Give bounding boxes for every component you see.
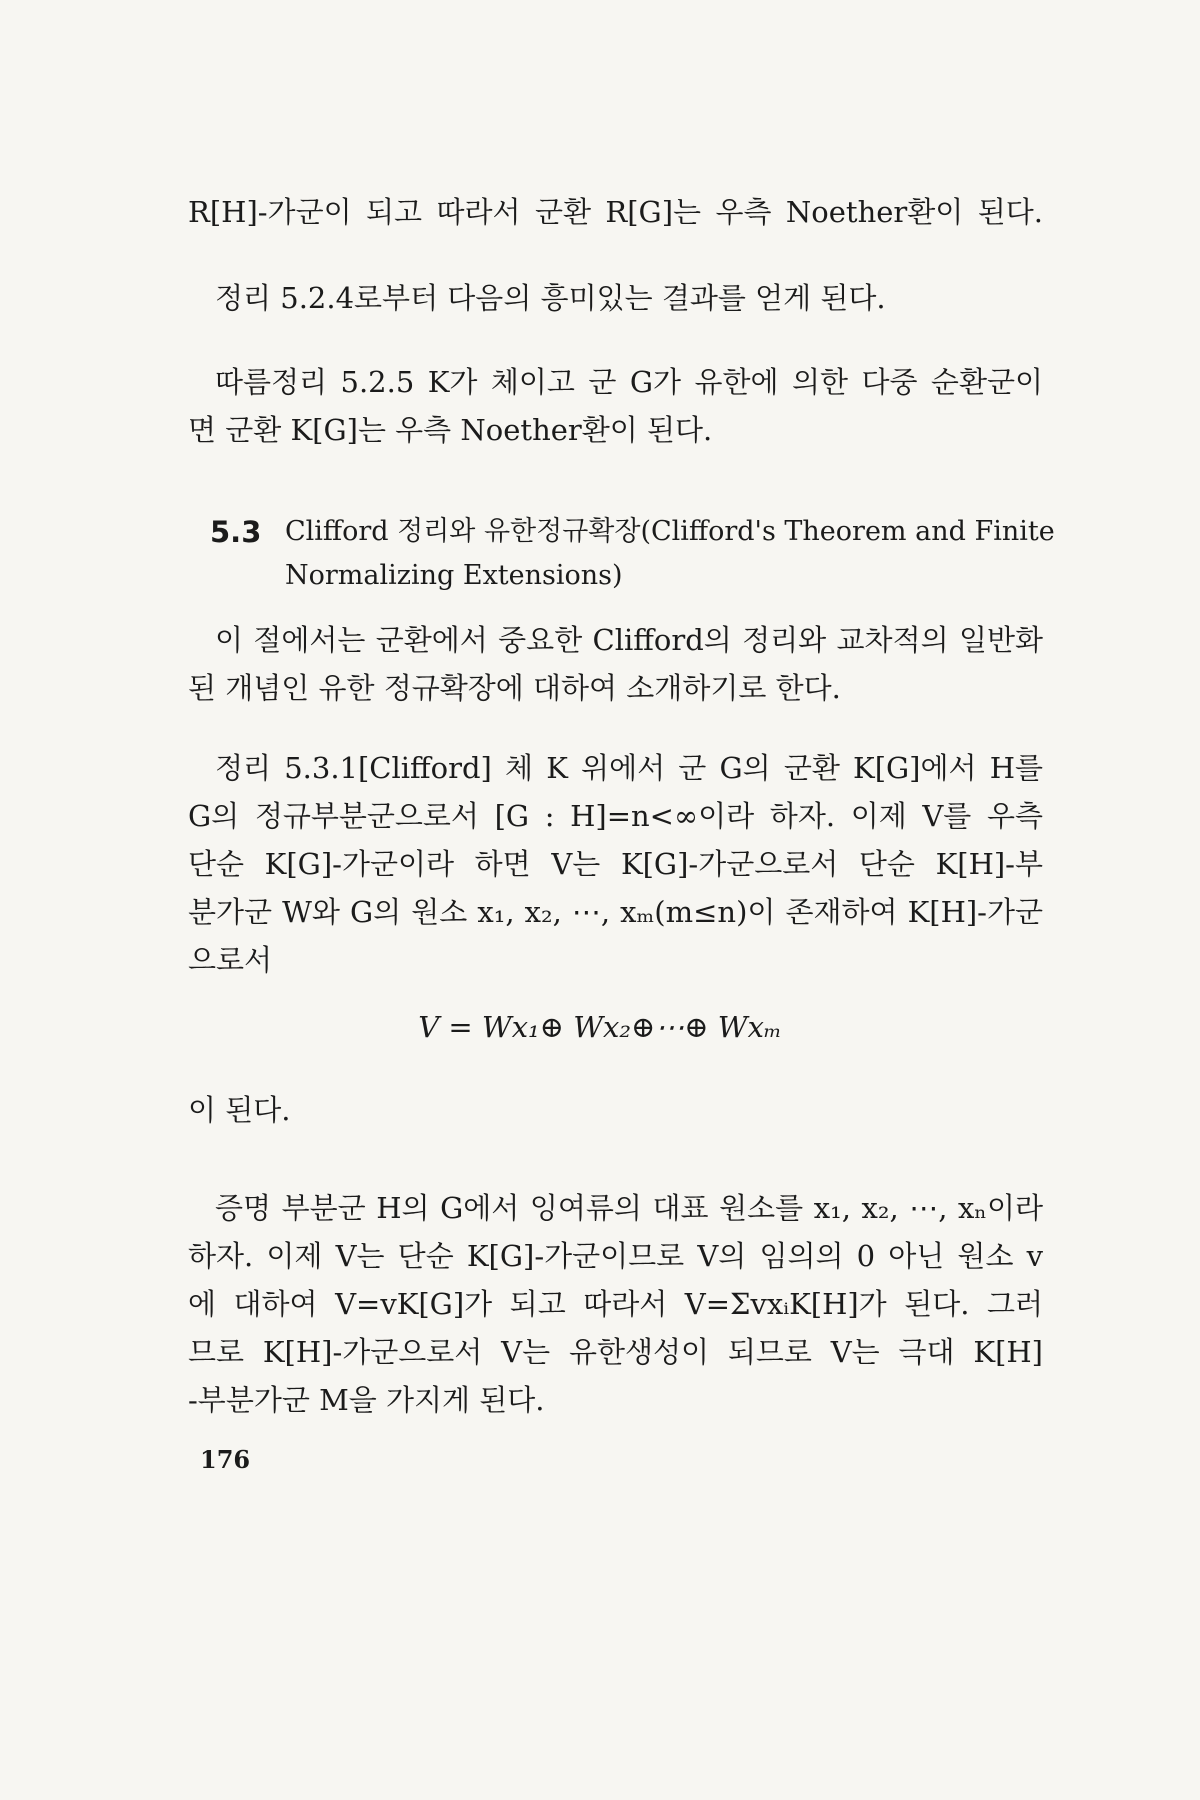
page-number: 176	[200, 1445, 251, 1474]
proof-line: 므로 K[H]-가군으로서 V는 유한생성이 되므로 V는 극대 K[H]	[188, 1335, 1043, 1369]
theorem-line: 으로서	[188, 943, 273, 977]
theorem-line: 정리 5.3.1[Clifford] 체 K 위에서 군 G의 군환 K[G]에서 H를	[215, 751, 1043, 785]
text-line: R[H]-가군이 되고 따라서 군환 R[G]는 우측 Noether환이 된다.	[188, 195, 1043, 229]
corollary-line: 따름정리 5.2.5 K가 체이고 군 G가 유한에 의한 다중 순환군이	[215, 365, 1043, 399]
equation: V = Wx₁⊕ Wx₂⊕⋯⊕ Wxₘ	[418, 1010, 782, 1044]
proof-line: 증명 부분군 H의 G에서 잉여류의 대표 원소를 x₁, x₂, ⋯, xₙ이라	[215, 1191, 1043, 1225]
intro-line: 이 절에서는 군환에서 중요한 Clifford의 정리와 교차적의 일반화	[215, 623, 1043, 657]
text-line: 정리 5.2.4로부터 다음의 흥미있는 결과를 얻게 된다.	[215, 281, 886, 315]
section-number: 5.3	[210, 515, 262, 549]
section-title-line: Clifford 정리와 유한정규확장(Clifford's Theorem and Finite	[285, 516, 1055, 547]
corollary-line: 면 군환 K[G]는 우측 Noether환이 된다.	[188, 413, 713, 447]
text-line: 이 된다.	[188, 1093, 291, 1127]
proof-line: 에 대하여 V=vK[G]가 되고 따라서 V=ΣvxᵢK[H]가 된다. 그러	[188, 1287, 1043, 1321]
section-title-line: Normalizing Extensions)	[285, 560, 623, 591]
theorem-line: 분가군 W와 G의 원소 x₁, x₂, ⋯, xₘ(m≤n)이 존재하여 K[H]-가군	[188, 895, 1043, 929]
theorem-line: G의 정규부분군으로서 [G : H]=n<∞이라 하자. 이제 V를 우측	[188, 799, 1043, 833]
proof-line: 하자. 이제 V는 단순 K[G]-가군이므로 V의 임의의 0 아닌 원소 v	[188, 1239, 1043, 1273]
intro-line: 된 개념인 유한 정규확장에 대하여 소개하기로 한다.	[188, 671, 841, 705]
theorem-line: 단순 K[G]-가군이라 하면 V는 K[G]-가군으로서 단순 K[H]-부	[188, 847, 1043, 881]
proof-line: -부분가군 M을 가지게 된다.	[188, 1383, 545, 1417]
